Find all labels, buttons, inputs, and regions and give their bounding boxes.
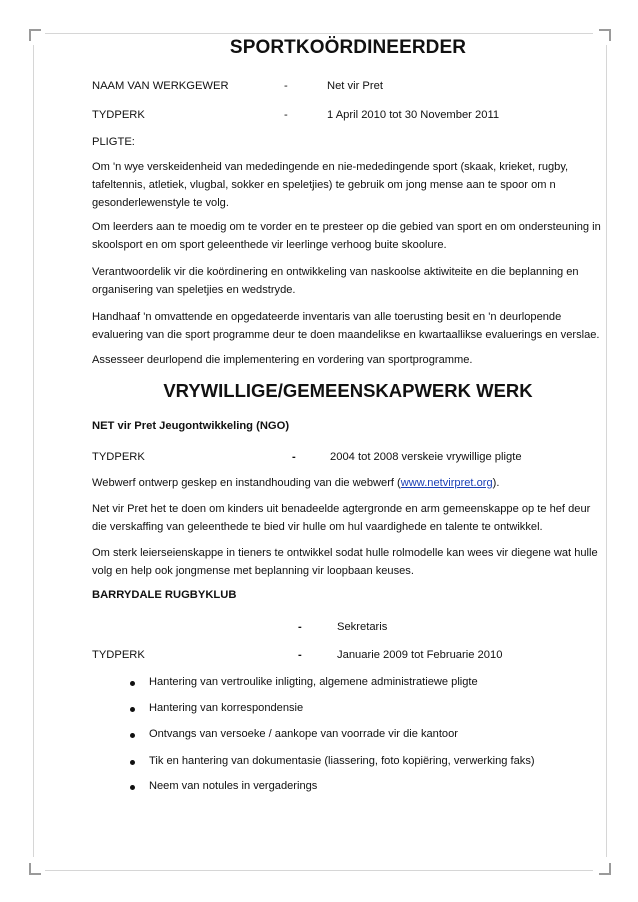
- org2-role: Sekretaris: [337, 621, 388, 633]
- org2-period-value: Januarie 2009 tot Februarie 2010: [337, 649, 503, 661]
- page-border-right: [606, 45, 607, 857]
- org1-period-label: TYDPERK: [92, 451, 145, 463]
- employer-label: NAAM VAN WERKGEWER: [92, 80, 229, 92]
- duty-paragraph: Assesseer deurlopend die implementering en vordering van sportprogramme.: [92, 354, 473, 366]
- page-corner-bottom-right: [599, 863, 611, 875]
- employer-value: Net vir Pret: [327, 80, 383, 92]
- page-border-bottom: [45, 870, 593, 871]
- period-label: TYDPERK: [92, 109, 145, 121]
- page-border-left: [33, 45, 34, 857]
- section-heading-volunteer: VRYWILLIGE/GEMEENSKAPWERK WERK: [163, 380, 533, 401]
- org1-paragraph: Om sterk leierseienskappe in tieners te ontwikkel sodat hulle rolmodelle kan wees vir diegene wat hulle volg en help ook jongmense met beplanning vir loopbaan keuses.: [92, 547, 598, 577]
- employer-dash: -: [284, 80, 288, 92]
- org2-period-dash: -: [298, 649, 302, 661]
- org2-name: BARRYDALE RUGBYKLUB: [92, 589, 237, 601]
- org1-name: NET vir Pret Jeugontwikkeling (NGO): [92, 420, 290, 432]
- org1-website-suffix: ).: [492, 477, 500, 489]
- org1-period-value: 2004 tot 2008 verskeie vrywillige pligte: [330, 451, 522, 463]
- bullet-icon: [130, 681, 135, 686]
- bullet-icon: [130, 760, 135, 765]
- org1-period-dash: -: [292, 451, 296, 463]
- page-title: SPORTKOÖRDINEERDER: [229, 37, 467, 58]
- duty-paragraph: Verantwoordelik vir die koördinering en ontwikkeling van naskoolse aktiwiteite en die beplanning en organisering van speletjies en wedstryde.: [92, 266, 579, 296]
- bullet-icon: [130, 733, 135, 738]
- org2-period-label: TYDPERK: [92, 649, 145, 661]
- duty-paragraph: Handhaaf 'n omvattende en opgedateerde inventaris van alle toerusting besit en 'n deurlopende evaluering van die sport programme deur te doen maandelikse en kwartaallikse evaluerings en verslae.: [92, 311, 600, 341]
- org2-role-dash: -: [298, 621, 302, 633]
- period-value: 1 April 2010 tot 30 November 2011: [327, 109, 500, 121]
- bullet-icon: [130, 707, 135, 712]
- duties-label: PLIGTE:: [92, 136, 135, 148]
- duty-paragraph: Om leerders aan te moedig om te vorder en te presteer op die gebied van sport en om ondersteuning in skoolsport en om sport geleenthede vir leerlinge verhoog buite skoolure.: [92, 221, 601, 251]
- org1-website-link[interactable]: www.netvirpret.org: [400, 477, 493, 489]
- org1-website-line: [92, 474, 604, 492]
- duty-paragraph: Om 'n wye verskeidenheid van mededingende en nie-mededingende sport (skaak, krieket, rugby, tafeltennis, atletiek, vlugbal, sokker en speletjies) te gebruik om jong mense aan te spoor om n gesonderlewenstyle te volg.: [92, 161, 569, 209]
- bullet-icon: [130, 785, 135, 790]
- org1-website-prefix: Webwerf ontwerp geskep en instandhouding van die webwerf (: [92, 477, 401, 489]
- period-dash: -: [284, 109, 288, 121]
- page-corner-bottom-left: [29, 863, 41, 875]
- document-page: SPORTKOÖRDINEERDER NAAM VAN WERKGEWER - Net vir Pret TYDPERK - 1 April 2010 tot 30 November 2011 PLIGTE: Om 'n wye verskeidenheid van mededingende en nie-mededingende sport (skaak, krieket, rugby, tafeltennis, atletiek, vlugbal, sokker en speletjies) te gebruik om jong mense aan te spoor om n gesonderlewenstyle te volg. Om leerders aan te moedig om te vorder en te presteer op die gebied van sport en om ondersteuning in skoolsport en om sport geleenthede vir leerlinge verhoog buite skoolure. Verantwoordelik vir die koördinering en ontwikkeling van naskoolse aktiwiteite en die beplanning en organisering van speletjies en wedstryde. Handhaaf 'n omvattende en opgedateerde inventaris van alle toerusting besit en 'n deurlopende evaluering van die sport programme deur te doen maandelikse en kwartaallikse evaluerings en verslae. Assesseer deurlopend die implementering en vordering van sportprogramme. VRYWILLIGE/GEMEENSKAPWERK WERK NET vir Pret Jeugontwikkeling (NGO) TYDPERK - 2004 tot 2008 verskeie vrywillige pligte Webwerf ontwerp geskep en instandhouding van die webwerf (www.netvirpret.org). Net vir Pret het te doen om kinders uit benadeelde agtergronde en arm gemeenskappe op te hef deur die verskaffing van geleenthede te bied vir hulle om hul vaardighede en talente te ontwikkel. Om sterk leierseienskappe in tieners te ontwikkel sodat hulle rolmodelle kan wees vir diegene wat hulle volg en help ook jongmense met beplanning vir loopbaan keuses. BARRYDALE RUGBYKLUB - Sekretaris TYDPERK - Januarie 2009 tot Februarie 2010 Hantering van vertroulike inligting, algemene administratiewe pligte Hantering van korrespondensie Ontvangs van versoeke / aankope van voorrade vir die kantoor Tik en hantering van dokumentasie (liassering, foto kopiëring, verwerking faks) Neem van notules in vergaderings: [92, 32, 604, 59]
- page-corner-top-left: [29, 29, 41, 41]
- org1-paragraph: Net vir Pret het te doen om kinders uit benadeelde agtergronde en arm gemeenskappe op te hef deur die verskaffing van geleenthede te bied vir hulle om hul vaardighede en talente te ontwikkel.: [92, 503, 591, 533]
